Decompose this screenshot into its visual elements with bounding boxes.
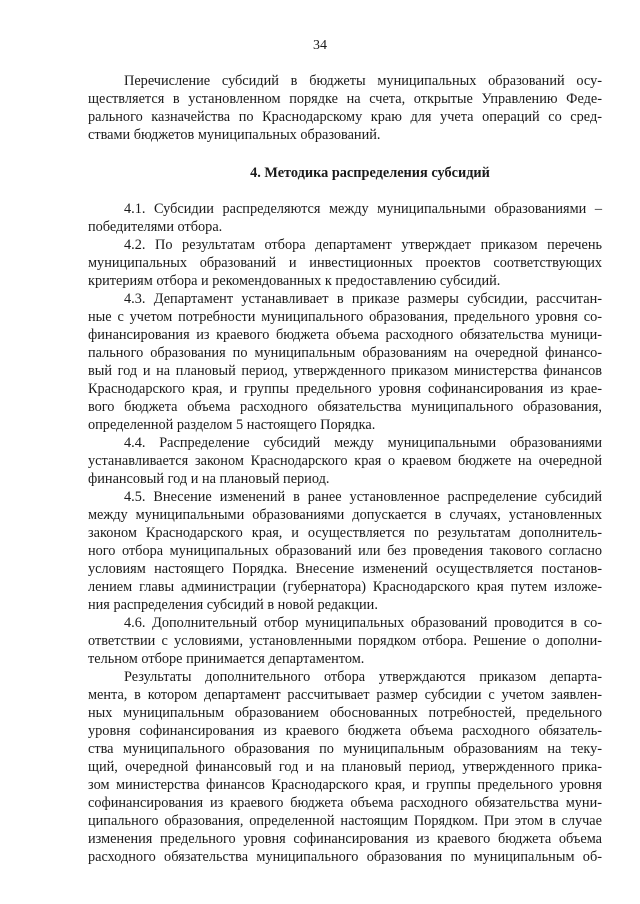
body-line: тельном отборе принимается департаментом. — [88, 651, 365, 667]
body-line: пального образования по муниципальным образованиям на очередной финансо- — [88, 345, 602, 361]
body-line: щий, очередной финансовый год и на плановый период, утвержденного прика- — [88, 759, 602, 775]
body-line: 4.4. Распределение субсидий между муниципальными образованиями — [124, 435, 602, 451]
intro-line: Перечисление субсидий в бюджеты муниципальных образований осу- — [124, 73, 602, 89]
body-line: ципального образования, определенной настоящим Порядком. При этом в случае — [88, 813, 602, 829]
body-line: зом министерства финансов Краснодарского края, и группы предельного уровня — [88, 777, 602, 793]
body-line: ния распределения субсидий в новой редакции. — [88, 597, 378, 613]
body-line: расходного обязательства муниципального образования по муниципальным об- — [88, 849, 602, 865]
page-number: 34 — [313, 38, 327, 53]
body-line: 4.6. Дополнительный отбор муниципальных образований проводится в со- — [124, 615, 602, 631]
body-line: 4.3. Департамент устанавливает в приказе размеры субсидии, рассчитан- — [124, 291, 602, 307]
body-line: 4.1. Субсидии распределяются между муниципальными образованиями – — [124, 201, 602, 217]
body-line: ного отбора муниципальных образований или без проведения такового согласно — [88, 543, 602, 559]
body-line: законом Краснодарского края, и осуществляется по результатам дополнитель- — [88, 525, 602, 541]
body-line: определенной разделом 5 настоящего Порядка. — [88, 417, 376, 433]
body-line: 4.5. Внесение изменений в ранее установленное распределение субсидий — [124, 489, 602, 505]
body-line: условиям настоящего Порядка. Внесение изменений осуществляется постанов- — [88, 561, 602, 577]
body-line: финансовый год и на плановый период. — [88, 471, 330, 487]
body-line: Краснодарского края, и группы предельного уровня софинансирования из крае- — [88, 381, 602, 397]
body-line: ства муниципального образования по муниципальным образованиям на теку- — [88, 741, 602, 757]
body-line: Результаты дополнительного отбора утверждаются приказом департа- — [124, 669, 602, 685]
body-line: уровня софинансирования из краевого бюджета объема расходного обязатель- — [88, 723, 602, 739]
intro-line: ствами бюджетов муниципальных образований. — [88, 127, 381, 143]
body-line: победителями отбора. — [88, 219, 223, 235]
body-line: между муниципальными образованиями допускается в случаях, установленных — [88, 507, 602, 523]
intro-line: ществляется в установленном порядке на счета, открытые Управлению Феде- — [88, 91, 602, 107]
body-line: вого бюджета объема расходного обязательства муниципального образования, — [88, 399, 602, 415]
body-line: ные с учетом потребности муниципального образования, предельного уровня со- — [88, 309, 602, 325]
body-line: лением главы администрации (губернатора) Краснодарского края путем изложе- — [88, 579, 602, 595]
body-line: финансирования из краевого бюджета объема расходного обязательства муници- — [88, 327, 602, 343]
section-heading: 4. Методика распределения субсидий — [250, 165, 490, 181]
body-line: мента, в котором департамент рассчитывает размер субсидии с учетом заявлен- — [88, 687, 602, 703]
body-line: устанавливается законом Краснодарского края о краевом бюджете на очередной — [88, 453, 602, 469]
body-line: критериям отбора и рекомендованных к предоставлению субсидий. — [88, 273, 501, 289]
body-line: муниципальных образований и инвестиционных проектов соответствующих — [88, 255, 602, 271]
body-line: вый год и на плановый период, утвержденного приказом министерства финансов — [88, 363, 602, 379]
body-line: 4.2. По результатам отбора департамент утверждает приказом перечень — [124, 237, 602, 253]
intro-line: рального казначейства по Краснодарскому краю для учета операций со сред- — [88, 109, 602, 125]
body-line: ных муниципальным образованием обоснованных потребностей, предельного — [88, 705, 602, 721]
body-line: изменения предельного уровня софинансирования из краевого бюджета объема — [88, 831, 602, 847]
body-line: ответствии с условиями, установленными порядком отбора. Решение о дополни- — [88, 633, 602, 649]
body-line: софинансирования из краевого бюджета объема расходного обязательства муни- — [88, 795, 602, 811]
